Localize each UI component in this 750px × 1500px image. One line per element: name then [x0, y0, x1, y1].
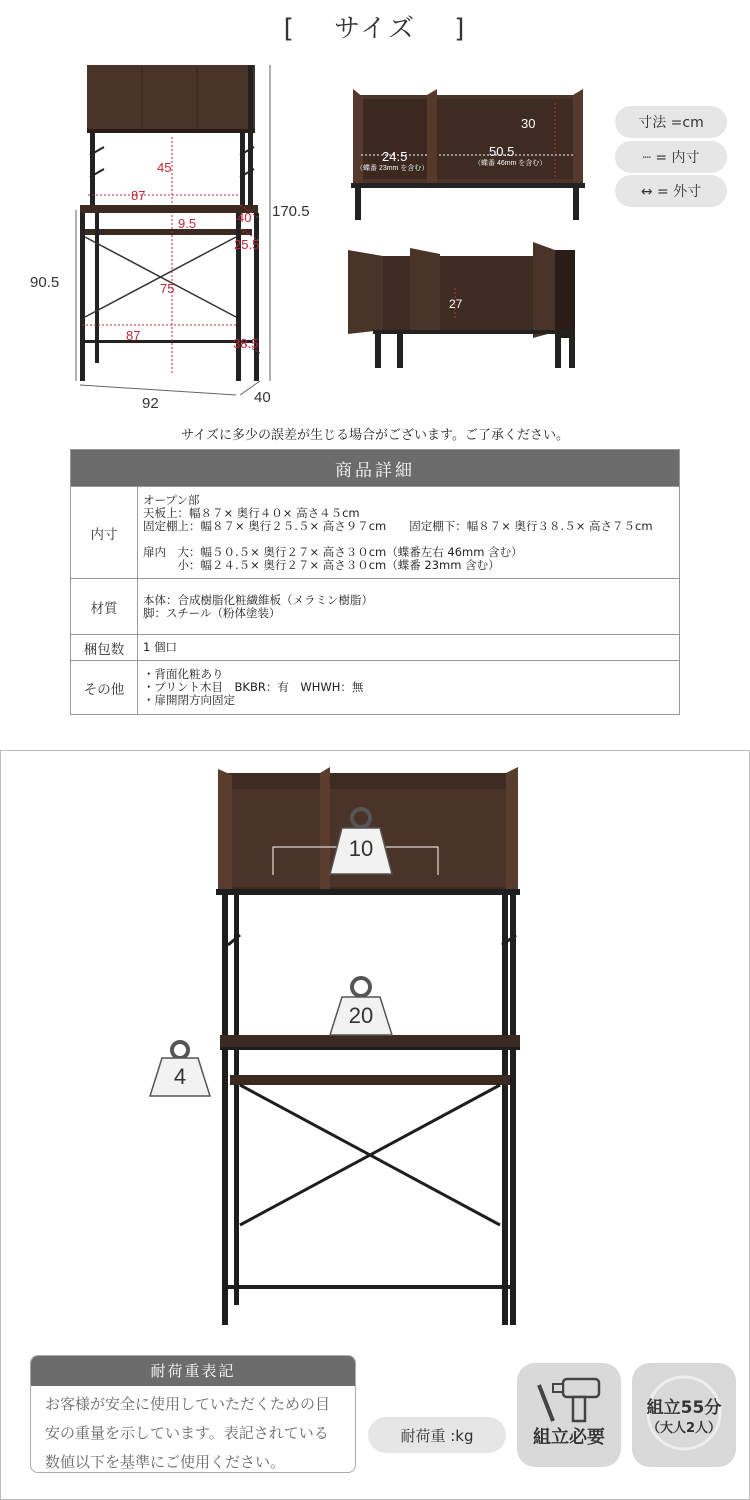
dim-outer-depth: 40 — [254, 389, 271, 406]
dim-lower-height: 75 — [160, 281, 175, 296]
spec-value-inner: オープン部 天板上：幅８７× 奥行４０× 高さ４５cm 固定棚上：幅８７× 奥行２５.５× 高さ９７cm 固定棚下：幅８７× 奥行３８.５× 高さ７５cm 扉内 大：幅５０.５× 奥行２７× 高さ３０cm（蝶番左右 46mm 含む） 小：幅２４.５× 奥行２７× 高さ３０cm（蝶番 23mm 含む） — [138, 487, 680, 579]
dim-gap: 9.5 — [178, 216, 197, 231]
legend-unit: 寸法 =cm — [615, 106, 727, 138]
dim-lower-width: 87 — [126, 328, 141, 343]
spec-header: 商品詳細 — [71, 450, 680, 487]
dim-outer-width: 92 — [142, 395, 159, 412]
dim-top-depth: 40 — [237, 210, 252, 225]
dim-top-width: 87 — [131, 188, 146, 203]
assembly-required-badge — [517, 1363, 621, 1467]
assembly-people-text: （大人2人） — [646, 1421, 722, 1436]
assembly-required-text: 組立必要 — [533, 1427, 605, 1448]
weight-desk-icon — [328, 975, 394, 1037]
load-unit-label: 耐荷重 :kg — [368, 1417, 506, 1453]
cabinet-side-drawing — [345, 238, 580, 373]
spec-value-other: ・背面化粧あり ・プリント木目 BKBR：有 WHWH：無 ・扉開閉方向固定 — [138, 661, 680, 715]
tolerance-note: サイズに多少の誤差が生じる場合がございます。ご了承ください。 — [181, 428, 569, 443]
dim-desk-height: 90.5 — [30, 274, 60, 291]
cab-small-note: （蝶番 23mm を含む） — [356, 165, 429, 172]
rack-dimension-drawing — [60, 55, 330, 415]
drill-icon — [537, 1371, 603, 1425]
cab-large-width: 50.5 — [489, 144, 515, 159]
load-info-box — [30, 1355, 356, 1473]
weight-cabinet-value: 10 — [348, 836, 374, 861]
dim-upper-height: 45 — [157, 160, 172, 175]
legend-inner: ┈ = 内寸 — [615, 141, 727, 173]
spec-label-inner: 内寸 — [71, 487, 138, 579]
spec-value-material: 本体：合成樹脂化粧繊維板（メラミン樹脂） 脚：スチール（粉体塗装） — [138, 579, 680, 635]
dim-lower-depth: 38.5 — [233, 336, 259, 351]
weight-shelf-icon — [148, 1040, 212, 1098]
spec-label-material: 材質 — [71, 579, 138, 635]
load-info-header: 耐荷重表記 — [31, 1356, 355, 1386]
spec-value-package: 1 個口 — [138, 635, 680, 661]
dim-shelf-depth: 25.5 — [234, 237, 260, 252]
weight-shelf-value: 4 — [173, 1064, 187, 1089]
dim-total-height: 170.5 — [272, 203, 310, 220]
cab-small-width: 24.5 — [382, 149, 408, 164]
cab-large-note: （蝶番 46mm を含む） — [474, 160, 547, 167]
legend-outer: ↔ = 外寸 — [615, 175, 727, 207]
weight-cabinet-icon — [328, 806, 394, 876]
spec-table — [70, 449, 680, 715]
load-info-body: お客様が安全に使用していただくための目安の重量を示しています。表記されている数値以下を基準にご使用ください。 — [45, 1395, 331, 1471]
assembly-time-text: 組立55分 — [646, 1398, 722, 1418]
cab-inner-height: 30 — [521, 116, 536, 131]
cab-inner-depth: 27 — [449, 297, 463, 311]
weight-desk-value: 20 — [348, 1003, 374, 1028]
page-title: [ サイズ ] — [283, 14, 467, 44]
assembly-time-badge — [632, 1363, 736, 1467]
spec-label-other: その他 — [71, 661, 138, 715]
spec-label-package: 梱包数 — [71, 635, 138, 661]
